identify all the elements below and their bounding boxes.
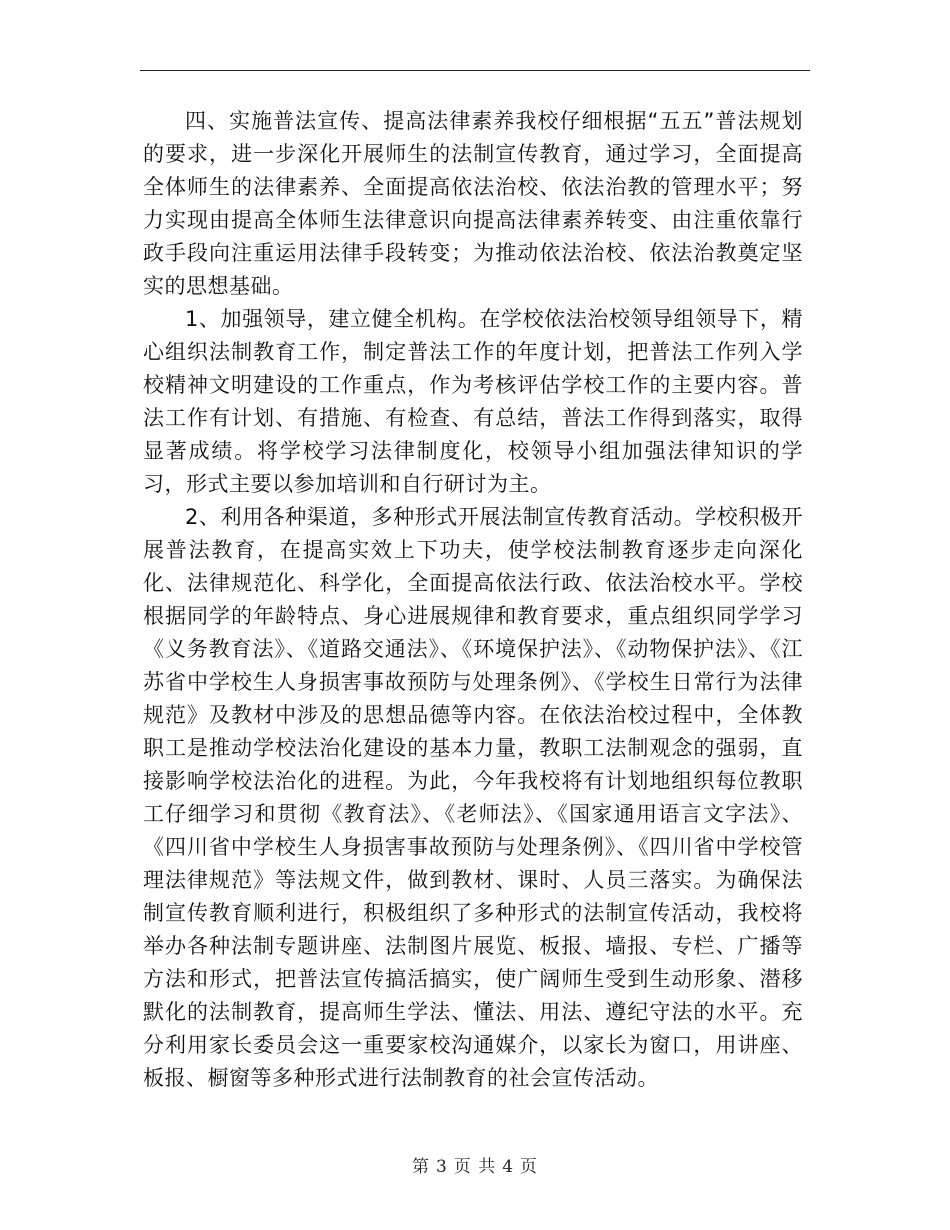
header-divider bbox=[140, 70, 810, 71]
footer-page-number: 3 bbox=[435, 1157, 448, 1177]
page-footer bbox=[0, 1152, 950, 1177]
document-body bbox=[143, 105, 803, 1095]
paragraph-section-four: 四、实施普法宣传、提高法律素养我校仔细根据“五五”普法规划的要求，进一步深化开展师生的法制宣传教育，通过学习，全面提高全体师生的法律素养、全面提高依法治校、依法治教的管理水平；努力实现由提高全体师生法律意识向提高法律素养转变、由注重依靠行政手段向注重运用法律手段转变；为推动依法治校、依法治教奠定坚实的思想基础。 bbox=[143, 109, 803, 298]
paragraph-item-two: 2、利用各种渠道，多种形式开展法制宣传教育活动。学校积极开展普法教育，在提高实效上下功夫，使学校法制教育逐步走向深化化、法律规范化、科学化，全面提高依法行政、依法治校水平。学校根据同学的年龄特点、身心进展规律和教育要求，重点组织同学学习《义务教育法》、《道路交通法》、《环境保护法》、《动物保护法》、《江苏省中学校生人身损害事故预防与处理条例》、《学校生日常行为法律规范》及教材中涉及的思想品德等内容。在依法治校过程中，全体教职工是推动学校法治化建设的基本力量，教职工法制观念的强弱，直接影响学校法治化的进程。为此，今年我校将有计划地组织每位教职工仔细学习和贯彻《教育法》、《老师法》、《国家通用语言文字法》、《四川省中学校生人身损害事故预防与处理条例》、《四川省中学校管理法律规范》等法规文件，做到教材、课时、人员三落实。为确保法制宣传教育顺利进行，积极组织了多种形式的法制宣传活动，我校将举办各种法制专题讲座、法制图片展览、板报、墙报、专栏、广播等方法和形式，把普法宣传搞活搞实，使广阔师生受到生动形象、潜移默化的法制教育，提高师生学法、懂法、用法、遵纪守法的水平。充分利用家长委员会这一重要家校沟通媒介，以家长为窗口，用讲座、板报、橱窗等多种形式进行法制教育的社会宣传活动。 bbox=[143, 505, 803, 1090]
footer-total-pages: 4 bbox=[502, 1157, 515, 1177]
paragraph-item-one: 1、加强领导，建立健全机构。在学校依法治校领导组领导下，精心组织法制教育工作，制定普法工作的年度计划，把普法工作列入学校精神文明建设的工作重点，作为考核评估学校工作的主要内容。普法工作有计划、有措施、有检查、有总结，普法工作得到落实，取得显著成绩。将学校学习法律制度化，校领导小组加强法律知识的学习，形式主要以参加培训和自行研讨为主。 bbox=[143, 307, 803, 496]
footer-prefix: 第 bbox=[411, 1157, 430, 1177]
footer-suffix: 页 bbox=[520, 1157, 539, 1177]
footer-mid: 页 共 bbox=[453, 1157, 497, 1177]
